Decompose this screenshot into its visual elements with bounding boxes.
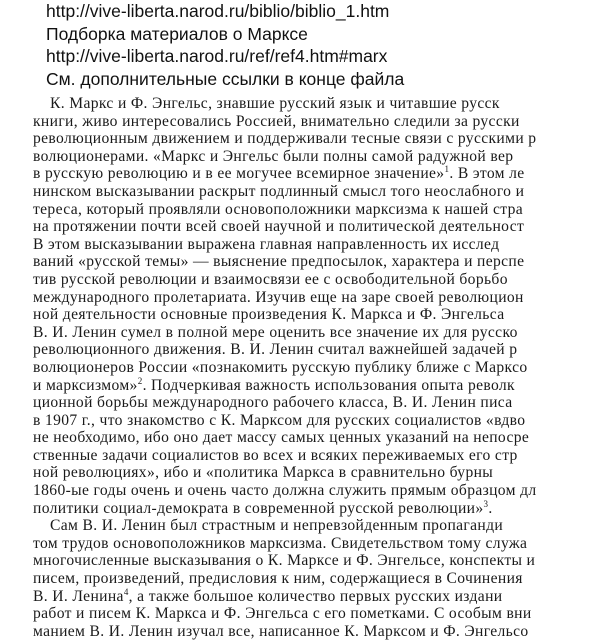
footnote-ref: 2: [137, 375, 143, 386]
text-line: нинском высказывании раскрыт подлинный смысл того неослабного и: [33, 182, 525, 200]
text-line: том трудов основоположников марксизма. Свидетельством тому служа: [33, 534, 528, 552]
footnote-ref: 1: [444, 164, 450, 175]
text-line: тив русской революции и взаимосвязи ее с освободительной борьбо: [33, 270, 508, 288]
footnote-ref: 4: [123, 586, 129, 597]
text-line: международного пролетариата. Изучив еще на заре своей революцион: [33, 288, 524, 306]
reference-url-link[interactable]: http://vive-liberta.narod.ru/ref/ref4.htm#marx: [46, 46, 388, 66]
text-span: в русскую революцию и в ее могучее всемирное значение»: [33, 165, 445, 183]
text-span: В. И. Ленина: [33, 587, 124, 605]
text-line: ваний «русской темы» — выяснение предпосылок, характера и перспе: [33, 253, 525, 271]
text-line: не необходимо, ибо оно дает массу самых ценных указаний на непосре: [33, 429, 530, 447]
scanned-page-text: [33, 95, 600, 640]
text-line: [33, 500, 600, 518]
text-line: работ и писем К. Маркса и Ф. Энгельса с его пометками. С особым вни: [33, 605, 532, 623]
header-note: См. дополнительные ссылки в конце файла: [46, 68, 405, 89]
text-line: книги, живо интересовались Россией, внимательно следили за русски: [33, 112, 520, 130]
text-span: политики социал-демократа в современной русской революции»: [33, 499, 484, 517]
text-span: , а также большое количество первых русских издани: [128, 587, 503, 605]
text-line: тереса, который проявляли основоположники марксизма к нашей стра: [33, 200, 524, 218]
text-span: . Подчеркивая важность использования опыта револк: [142, 376, 515, 394]
text-line: волюционерами. «Маркс и Энгельс были полны самой радужной вер: [33, 147, 514, 165]
source-url-link[interactable]: http://vive-liberta.narod.ru/biblio/biblio_1.htm: [46, 1, 390, 21]
text-line: 1860-ые годы очень и очень часто должна служить прямым образцом дл: [33, 482, 537, 500]
text-line: [33, 377, 600, 395]
text-line: В этом высказывании выражена главная направленность их исслед: [33, 235, 500, 253]
text-line: манием В. И. Ленин изучал все, написанное К. Марксом и Ф. Энгельсо: [33, 622, 529, 640]
text-line: ной деятельности основные произведения К. Маркса и Ф. Энгельса: [33, 306, 505, 324]
text-span: . В этом ле: [449, 165, 525, 183]
text-line: писем, произведений, предисловия к ним, содержащиеся в Сочинения: [33, 570, 523, 588]
text-line: ционной борьбы международного рабочего класса, В. И. Ленин писа: [33, 394, 513, 412]
footnote-ref: 3: [483, 498, 489, 509]
text-line: волюционеров России «познакомить русскую публику ближе с Марксо: [33, 358, 528, 376]
text-line: ственные задачи социалистов во всех и всяких переживаемых его стр: [33, 446, 518, 464]
text-line: революционного движения. В. И. Ленин считал важнейшей задачей р: [33, 341, 518, 359]
text-span: .: [488, 499, 493, 517]
text-span: и марксизмом»: [33, 376, 138, 394]
text-line: [33, 165, 600, 183]
document-header: [46, 0, 404, 90]
text-line: [33, 588, 600, 606]
text-line: на протяжении почти всей своей научной и политической деятельност: [33, 218, 525, 236]
text-line: Сам В. И. Ленин был страстным и непревзойденным пропаганди: [50, 517, 504, 535]
text-line: в 1907 г., что знакомство с К. Марксом для русских социалистов «вдво: [33, 411, 526, 429]
text-line: многочисленные высказывания о К. Марксе и Ф. Энгельсе, конспекты и: [33, 552, 536, 570]
text-line: революционным движением и поддерживали тесные связи с русскими р: [33, 130, 537, 148]
text-line: ной революциях», ибо и «политика Маркса в сравнительно бурны: [33, 464, 494, 482]
text-line: К. Маркс и Ф. Энгельс, знавшие русский язык и читавшие русск: [50, 95, 500, 112]
header-title: Подборка материалов о Марксе: [46, 23, 308, 44]
text-line: В. И. Ленин сумел в полной мере оценить все значение их для русско: [33, 323, 518, 341]
